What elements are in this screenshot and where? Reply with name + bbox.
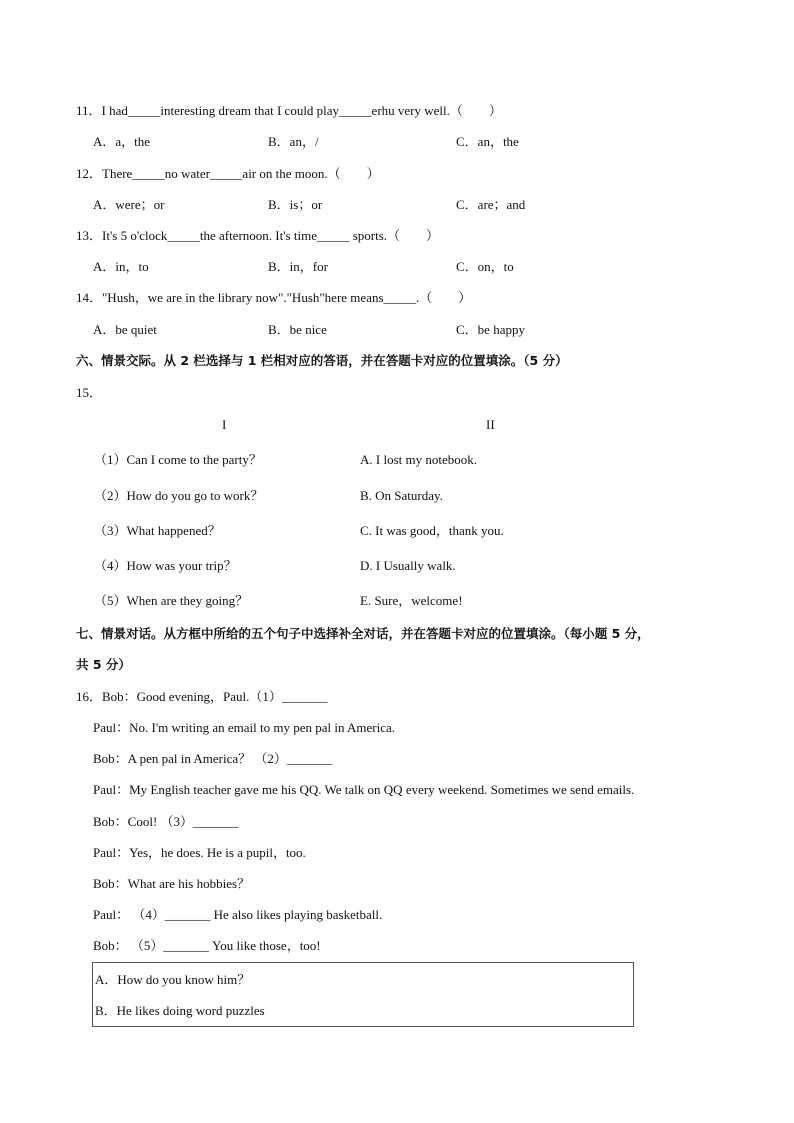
box-option-a: A．How do you know him？ bbox=[95, 972, 251, 987]
q13-option-a: A．in，to bbox=[93, 259, 149, 274]
q16-dialogue-line-9: Bob： （5）_______ You like those，too! bbox=[93, 938, 321, 953]
q15-column-2-header: II bbox=[486, 417, 495, 432]
q15-right-item-e: E. Sure，welcome! bbox=[360, 593, 463, 608]
q13-stem: 13．It's 5 o'clock_____the afternoon. It's time_____ sports.（ ） bbox=[76, 228, 440, 243]
q15-right-item-c: C. It was good，thank you. bbox=[360, 523, 504, 538]
q16-dialogue-line-7: Bob：What are his hobbies？ bbox=[93, 876, 251, 891]
q12-option-a: A．were；or bbox=[93, 197, 165, 212]
q15-right-item-a: A. I lost my notebook. bbox=[360, 452, 477, 467]
q16-dialogue-line-4: Paul：My English teacher gave me his QQ. We talk on QQ every weekend. Sometimes we send emails. bbox=[93, 782, 635, 797]
q14-stem: 14．"Hush，we are in the library now"."Hush"here means_____.（ ） bbox=[76, 290, 472, 305]
q12-option-c: C．are；and bbox=[456, 197, 526, 212]
q15-left-item-2: （2）How do you go to work？ bbox=[94, 488, 264, 503]
section-6-heading: 六、情景交际。从 2 栏选择与 1 栏相对应的答语，并在答题卡对应的位置填涂。（5 分） bbox=[76, 353, 568, 368]
q15-column-1-header: I bbox=[222, 417, 227, 432]
q15-right-item-b: B. On Saturday. bbox=[360, 488, 443, 503]
q15-right-item-d: D. I Usually walk. bbox=[360, 558, 456, 573]
q13-option-b: B．in，for bbox=[268, 259, 328, 274]
q16-dialogue-line-2: Paul：No. I'm writing an email to my pen pal in America. bbox=[93, 720, 396, 735]
q15-number: 15． bbox=[76, 385, 103, 400]
q15-left-item-3: （3）What happened？ bbox=[94, 523, 221, 538]
q12-option-b: B．is；or bbox=[268, 197, 323, 212]
section-7-heading-line-2: 共 5 分） bbox=[76, 657, 131, 672]
q16-dialogue-line-3: Bob：A pen pal in America？ （2）_______ bbox=[93, 751, 333, 766]
box-option-b: B．He likes doing word puzzles bbox=[95, 1003, 265, 1018]
q16-dialogue-line-5: Bob：Cool! （3）_______ bbox=[93, 814, 239, 829]
q14-option-a: A．be quiet bbox=[93, 322, 157, 337]
q11-option-b: B．an，/ bbox=[268, 134, 319, 149]
q11-option-c: C．an，the bbox=[456, 134, 519, 149]
q12-stem: 12．There_____no water_____air on the moon.（ ） bbox=[76, 166, 380, 181]
q13-option-c: C．on，to bbox=[456, 259, 514, 274]
q16-dialogue-line-6: Paul：Yes，he does. He is a pupil，too. bbox=[93, 845, 306, 860]
q11-stem: 11．I had_____interesting dream that I could play_____erhu very well.（ ） bbox=[76, 103, 502, 118]
section-7-heading-line-1: 七、情景对话。从方框中所给的五个句子中选择补全对话，并在答题卡对应的位置填涂。（每小题 5 分， bbox=[76, 626, 650, 641]
q15-left-item-4: （4）How was your trip？ bbox=[94, 558, 237, 573]
q16-dialogue-line-8: Paul： （4）_______ He also likes playing basketball. bbox=[93, 907, 383, 922]
q15-left-item-1: （1）Can I come to the party？ bbox=[94, 452, 262, 467]
q16-dialogue-line-1: 16．Bob：Good evening，Paul.（1）_______ bbox=[76, 689, 328, 704]
q14-option-b: B．be nice bbox=[268, 322, 327, 337]
q15-left-item-5: （5）When are they going？ bbox=[94, 593, 249, 608]
q14-option-c: C．be happy bbox=[456, 322, 525, 337]
q11-option-a: A．a，the bbox=[93, 134, 151, 149]
